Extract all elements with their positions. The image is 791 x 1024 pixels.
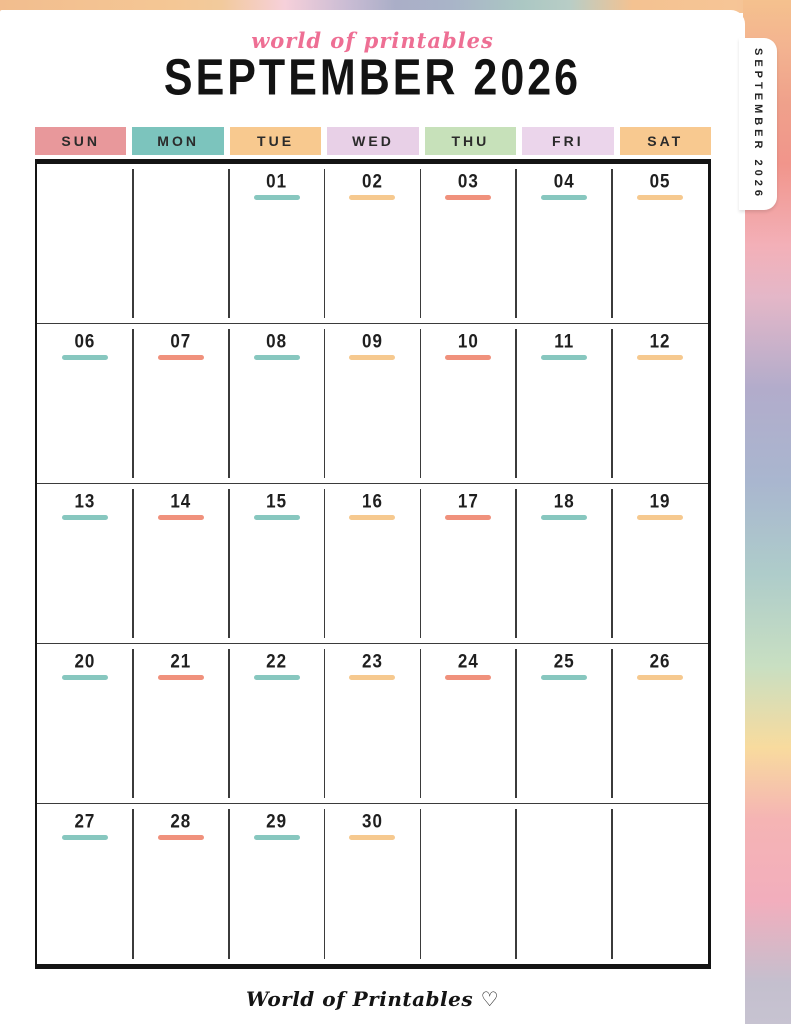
date-number: 10: [457, 330, 479, 353]
date-number: 08: [266, 330, 288, 353]
weekday-header-tue: TUE: [230, 127, 321, 155]
day-cell-28: [133, 804, 229, 964]
date-number: 11: [554, 330, 575, 353]
day-cell-30: [325, 804, 421, 964]
day-cell-25: [516, 644, 612, 803]
date-underline: [62, 675, 108, 680]
day-cell-empty: [420, 804, 516, 964]
date-underline: [158, 835, 204, 840]
date-underline: [158, 675, 204, 680]
date-number: 07: [170, 330, 192, 353]
calendar-week-row: [37, 644, 708, 804]
calendar-page: [0, 10, 745, 1024]
day-cell-27: [37, 804, 133, 964]
date-number: 13: [74, 490, 96, 513]
footer-logo-text: World of Printables ♡: [245, 987, 500, 1011]
calendar-week-row: [37, 484, 708, 644]
day-cell-16: [325, 484, 421, 643]
date-underline: [349, 515, 395, 520]
day-cell-02: [325, 164, 421, 323]
date-number: 03: [457, 170, 479, 193]
date-number: 24: [457, 650, 479, 673]
date-number: 19: [649, 490, 671, 513]
day-cell-22: [229, 644, 325, 803]
date-number: 27: [74, 810, 96, 833]
day-cell-26: [612, 644, 708, 803]
date-underline: [445, 515, 491, 520]
date-underline: [637, 195, 683, 200]
day-cell-11: [516, 324, 612, 483]
date-underline: [541, 675, 587, 680]
date-number: 21: [170, 650, 192, 673]
date-underline: [349, 355, 395, 360]
day-cell-18: [516, 484, 612, 643]
date-number: 22: [266, 650, 288, 673]
weekday-header-mon: MON: [132, 127, 223, 155]
calendar-week-row: [37, 804, 708, 964]
date-number: 18: [553, 490, 575, 513]
day-cell-29: [229, 804, 325, 964]
day-cell-10: [420, 324, 516, 483]
date-number: 29: [266, 810, 288, 833]
date-number: 15: [266, 490, 288, 513]
date-number: 01: [266, 170, 288, 193]
date-underline: [62, 835, 108, 840]
date-underline: [445, 355, 491, 360]
weekday-header-fri: FRI: [522, 127, 613, 155]
weekday-header-row: [35, 127, 711, 155]
day-cell-19: [612, 484, 708, 643]
date-number: 17: [457, 490, 479, 513]
date-number: 20: [74, 650, 96, 673]
date-underline: [62, 515, 108, 520]
calendar-week-row: [37, 324, 708, 484]
weekday-header-wed: WED: [327, 127, 418, 155]
date-underline: [445, 195, 491, 200]
date-underline: [541, 515, 587, 520]
day-cell-14: [133, 484, 229, 643]
day-cell-06: [37, 324, 133, 483]
weekday-header-thu: THU: [425, 127, 516, 155]
date-underline: [62, 355, 108, 360]
date-number: 06: [74, 330, 96, 353]
date-underline: [349, 675, 395, 680]
date-underline: [637, 515, 683, 520]
date-number: 16: [362, 490, 383, 513]
day-cell-empty: [37, 164, 133, 323]
date-underline: [158, 355, 204, 360]
date-underline: [254, 355, 300, 360]
day-cell-07: [133, 324, 229, 483]
date-underline: [158, 515, 204, 520]
day-cell-09: [325, 324, 421, 483]
date-number: 05: [649, 170, 671, 193]
day-cell-04: [516, 164, 612, 323]
day-cell-17: [420, 484, 516, 643]
date-underline: [445, 675, 491, 680]
date-underline: [349, 195, 395, 200]
date-number: 28: [170, 810, 192, 833]
date-number: 23: [362, 650, 383, 673]
date-number: 02: [362, 170, 383, 193]
day-cell-21: [133, 644, 229, 803]
date-underline: [637, 355, 683, 360]
brand-script-text: world of printables: [251, 28, 494, 53]
weekday-header-sun: SUN: [35, 127, 126, 155]
day-cell-08: [229, 324, 325, 483]
date-number: 26: [649, 650, 671, 673]
day-cell-empty: [612, 804, 708, 964]
date-underline: [541, 195, 587, 200]
day-cell-01: [229, 164, 325, 323]
day-cell-23: [325, 644, 421, 803]
page-title: SEPTEMBER 2026: [163, 49, 582, 107]
date-underline: [254, 515, 300, 520]
date-underline: [637, 675, 683, 680]
day-cell-03: [420, 164, 516, 323]
day-cell-13: [37, 484, 133, 643]
day-cell-15: [229, 484, 325, 643]
date-number: 12: [649, 330, 671, 353]
day-cell-20: [37, 644, 133, 803]
weekday-header-sat: SAT: [620, 127, 711, 155]
day-cell-24: [420, 644, 516, 803]
date-number: 14: [170, 490, 192, 513]
date-underline: [254, 195, 300, 200]
calendar-grid: [35, 159, 711, 969]
date-underline: [541, 355, 587, 360]
date-number: 30: [362, 810, 383, 833]
date-underline: [349, 835, 395, 840]
date-number: 09: [362, 330, 383, 353]
side-tab-label: SEPTEMBER 2026: [752, 48, 764, 200]
day-cell-05: [612, 164, 708, 323]
date-number: 25: [553, 650, 575, 673]
date-underline: [254, 835, 300, 840]
date-number: 04: [553, 170, 575, 193]
day-cell-empty: [516, 804, 612, 964]
day-cell-12: [612, 324, 708, 483]
day-cell-empty: [133, 164, 229, 323]
calendar-week-row: [37, 164, 708, 324]
date-underline: [254, 675, 300, 680]
month-side-tab: [739, 38, 777, 210]
